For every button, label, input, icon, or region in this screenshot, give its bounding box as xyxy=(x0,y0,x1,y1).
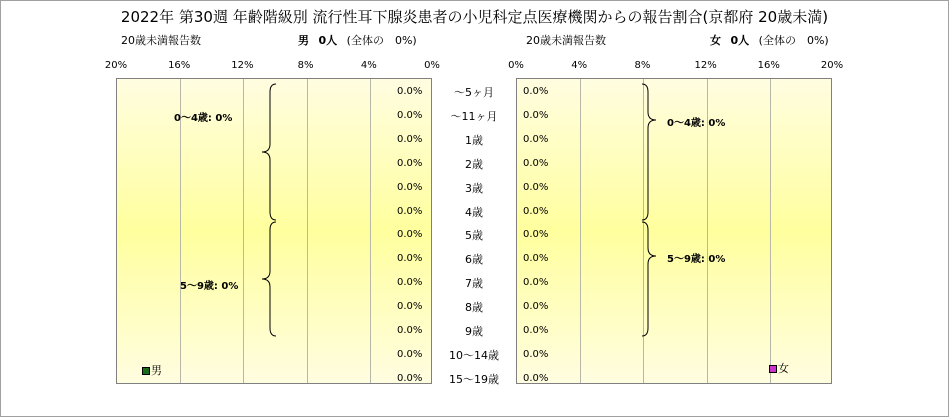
female-legend-swatch xyxy=(769,365,777,373)
male-data-label: 0.0% xyxy=(397,253,423,265)
female-sex-label: 女 xyxy=(710,34,721,47)
male-data-label: 0.0% xyxy=(397,229,423,241)
female-data-label: 0.0% xyxy=(523,86,549,97)
male-data-label: 0.0% xyxy=(397,86,423,97)
male-data-label: 0.0% xyxy=(397,157,423,169)
age-category-label: ～11ヶ月 xyxy=(450,109,498,123)
female-gridline xyxy=(770,79,771,383)
female-x-tick-label: 16% xyxy=(757,60,780,71)
male-data-label: 0.0% xyxy=(397,325,423,336)
age-category-label: 6歳 xyxy=(465,253,483,267)
male-group-5-9-brace xyxy=(262,222,278,336)
male-data-label: 0.0% xyxy=(397,301,423,313)
female-data-label: 0.0% xyxy=(523,372,549,384)
male-data-label: 0.0% xyxy=(397,372,423,384)
age-category-label: 8歳 xyxy=(465,301,483,315)
male-share: (全体の 0%) xyxy=(346,34,417,47)
female-x-tick-label: 0% xyxy=(508,60,524,71)
age-category-label: 10～14歳 xyxy=(449,348,499,362)
male-legend xyxy=(142,362,162,378)
female-data-label: 0.0% xyxy=(523,133,549,145)
female-group-0-4-brace xyxy=(640,84,656,220)
female-legend xyxy=(769,360,789,376)
female-x-tick-label: 8% xyxy=(634,60,651,71)
female-data-label: 0.0% xyxy=(523,301,549,313)
male-count: 0人 xyxy=(318,34,338,47)
male-legend-label: 男 xyxy=(151,364,162,377)
male-x-tick-label: 4% xyxy=(360,60,377,71)
male-data-label: 0.0% xyxy=(397,109,423,121)
female-count-label: 20歳未満報告数 xyxy=(526,34,606,47)
male-gridline xyxy=(370,79,371,383)
age-category-label: 4歳 xyxy=(465,205,483,219)
female-group-5-9-brace xyxy=(640,222,656,336)
female-data-label: 0.0% xyxy=(523,325,549,336)
female-group-5-9-label: 5～9歳: 0% xyxy=(667,254,726,265)
male-gridline xyxy=(180,79,181,383)
male-x-tick-label: 0% xyxy=(424,60,440,71)
female-header xyxy=(710,32,829,48)
male-group-0-4-brace xyxy=(262,84,278,220)
male-group-0-4-label: 0～4歳: 0% xyxy=(174,113,233,124)
age-category-label: 2歳 xyxy=(465,157,483,171)
age-category-label: 9歳 xyxy=(465,325,483,338)
female-group-0-4-label: 0～4歳: 0% xyxy=(667,118,726,129)
female-count: 0人 xyxy=(730,34,750,47)
age-category-label: 1歳 xyxy=(465,133,483,147)
male-x-tick-label: 8% xyxy=(297,60,314,71)
female-legend-label: 女 xyxy=(778,362,789,375)
male-data-label: 0.0% xyxy=(397,133,423,145)
female-x-tick-label: 20% xyxy=(820,60,844,71)
male-gridline xyxy=(243,79,244,383)
female-data-label: 0.0% xyxy=(523,229,549,241)
age-category-label: 7歳 xyxy=(465,277,483,291)
male-sex-label: 男 xyxy=(298,34,309,47)
female-x-tick-label: 12% xyxy=(694,60,717,71)
male-gridline xyxy=(307,79,308,383)
female-data-label: 0.0% xyxy=(523,181,549,193)
male-data-label: 0.0% xyxy=(397,277,423,289)
male-data-label: 0.0% xyxy=(397,348,423,360)
male-x-tick-label: 12% xyxy=(231,60,254,71)
male-header xyxy=(298,32,417,48)
female-x-tick-label: 4% xyxy=(571,60,588,71)
male-data-label: 0.0% xyxy=(397,181,423,193)
female-data-label: 0.0% xyxy=(523,253,549,265)
chart-title: 2022年 第30週 年齢階級別 流行性耳下腺炎患者の小児科定点医療機関からの報告割合(京都府 20歳未満) xyxy=(120,8,829,26)
female-gridline xyxy=(580,79,581,383)
female-data-label: 0.0% xyxy=(523,348,549,360)
male-count-label: 20歳未満報告数 xyxy=(121,34,201,47)
male-legend-swatch xyxy=(142,367,150,375)
male-group-5-9-label: 5～9歳: 0% xyxy=(180,281,239,292)
age-category-label: 15～19歳 xyxy=(449,372,499,386)
male-x-tick-label: 16% xyxy=(168,60,191,71)
age-category-label: 3歳 xyxy=(465,181,483,195)
female-data-label: 0.0% xyxy=(523,157,549,169)
female-share: (全体の 0%) xyxy=(758,34,829,47)
age-category-label: ～5ヶ月 xyxy=(454,86,494,99)
age-category-label: 5歳 xyxy=(465,229,483,243)
male-data-label: 0.0% xyxy=(397,205,423,217)
female-data-label: 0.0% xyxy=(523,109,549,121)
female-data-label: 0.0% xyxy=(523,205,549,217)
female-data-label: 0.0% xyxy=(523,277,549,289)
male-x-tick-label: 20% xyxy=(104,60,128,71)
